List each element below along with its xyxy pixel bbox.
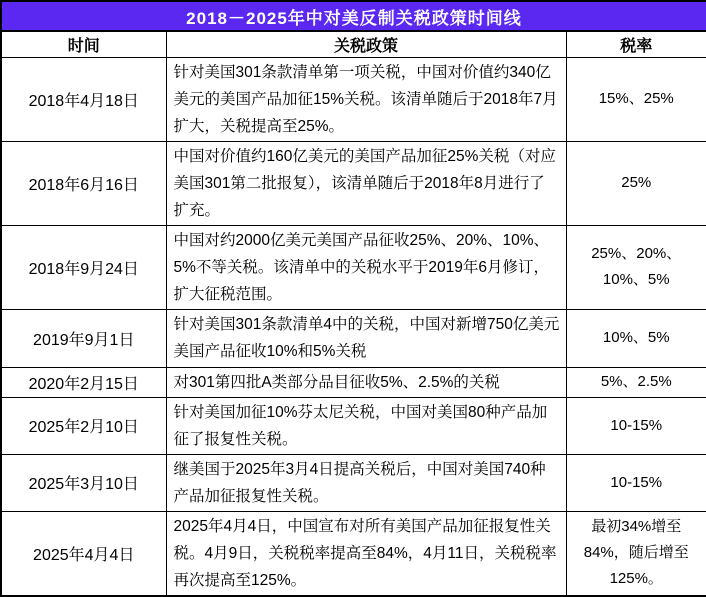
table-row (1, 397, 706, 454)
rate-cell: 10-15% (566, 454, 706, 511)
policy-cell: 针对美国301条款清单4中的关税，中国对新增750亿美元美国产品征收10%和5%关税 (166, 309, 566, 367)
column-header-rate: 税率 (566, 31, 706, 57)
date-cell: 2025年3月10日 (1, 454, 166, 511)
date-cell: 2025年2月10日 (1, 397, 166, 454)
rate-cell: 25% (566, 141, 706, 225)
date-cell: 2018年9月24日 (1, 225, 166, 309)
table-row (1, 57, 706, 141)
column-header-policy: 关税政策 (166, 31, 566, 57)
policy-cell: 继美国于2025年3月4日提高关税后，中国对美国740种产品加征报复性关税。 (166, 454, 566, 511)
policy-cell: 中国对价值约160亿美元的美国产品加征25%关税（对应美国301第二批报复），该清单随后于2018年8月进行了扩充。 (166, 141, 566, 225)
table-row (1, 309, 706, 367)
date-cell: 2019年9月1日 (1, 309, 166, 367)
rate-cell: 5%、2.5% (566, 367, 706, 397)
date-cell: 2020年2月15日 (1, 367, 166, 397)
policy-cell: 2025年4月4日，中国宣布对所有美国产品加征报复性关税。4月9日，关税税率提高至84%，4月11日，关税税率再次提高至125%。 (166, 511, 566, 596)
rate-cell: 10-15% (566, 397, 706, 454)
rate-cell: 10%、5% (566, 309, 706, 367)
policy-cell: 中国对约2000亿美元美国产品征收25%、20%、10%、5%不等关税。该清单中的关税水平于2019年6月修订，扩大征税范围。 (166, 225, 566, 309)
date-cell: 2018年6月16日 (1, 141, 166, 225)
title-row (1, 1, 706, 31)
table-row (1, 511, 706, 596)
table-row (1, 367, 706, 397)
date-cell: 2018年4月18日 (1, 57, 166, 141)
rate-cell: 25%、20%、10%、5% (566, 225, 706, 309)
policy-cell: 针对美国301条款清单第一项关税，中国对价值约340亿美元的美国产品加征15%关税。该清单随后于2018年7月扩大，关税提高至25%。 (166, 57, 566, 141)
table-title: 2018－2025年中对美反制关税政策时间线 (1, 1, 706, 31)
rate-cell: 最初34%增至84%，随后增至125%。 (566, 511, 706, 596)
column-header-row (1, 31, 706, 57)
table-row (1, 141, 706, 225)
table-row (1, 454, 706, 511)
policy-cell: 对301第四批A类部分品目征收5%、2.5%的关税 (166, 367, 566, 397)
rate-cell: 15%、25% (566, 57, 706, 141)
policy-cell: 针对美国加征10%芬太尼关税，中国对美国80种产品加征了报复性关税。 (166, 397, 566, 454)
date-cell: 2025年4月4日 (1, 511, 166, 596)
table-row (1, 225, 706, 309)
column-header-time: 时间 (1, 31, 166, 57)
